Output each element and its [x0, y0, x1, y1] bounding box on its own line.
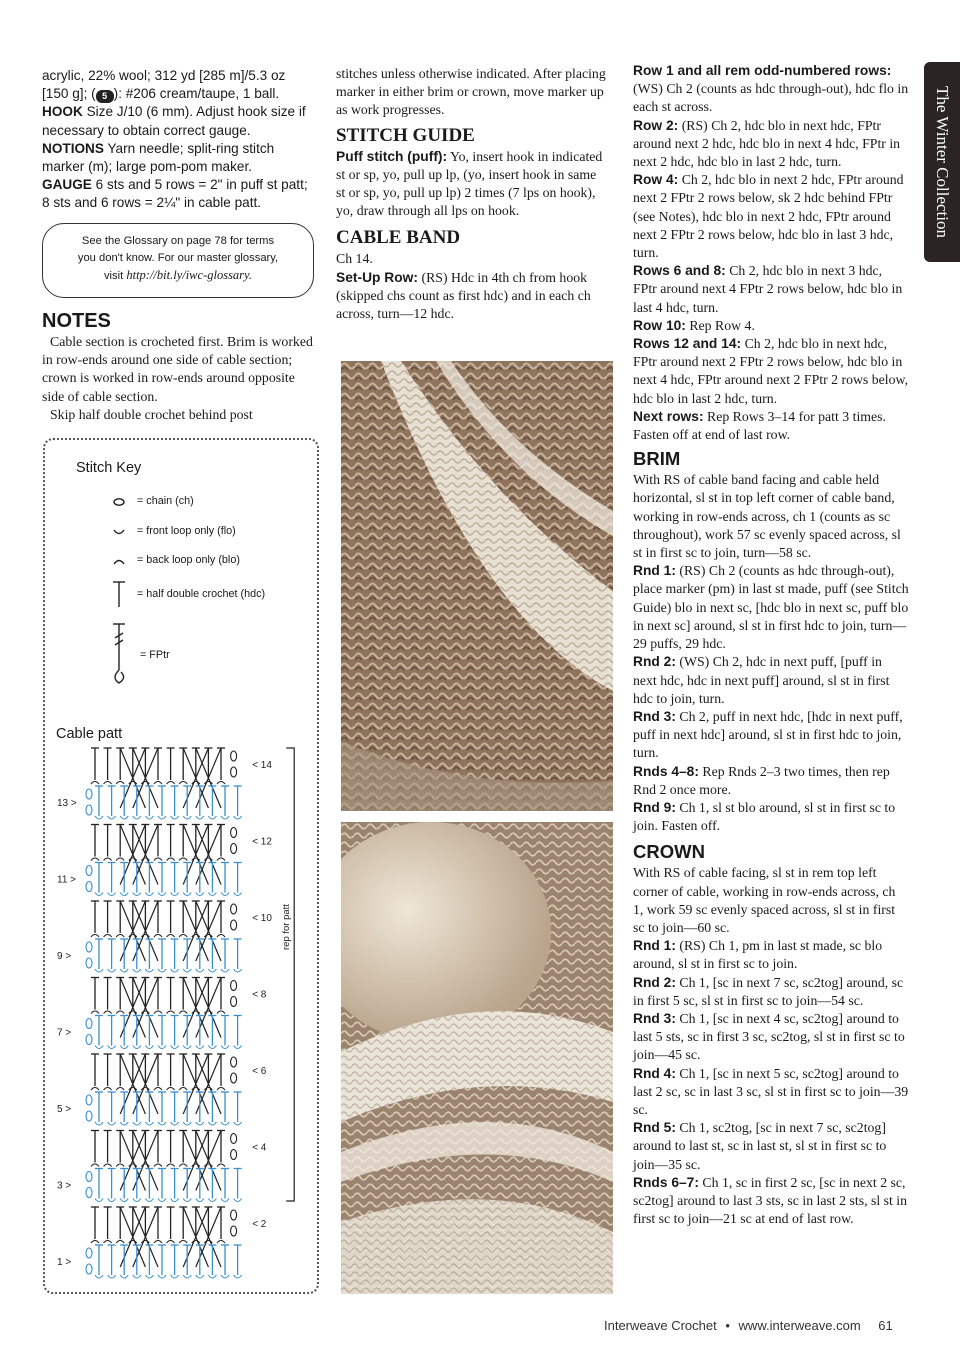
- blo-mark: [91, 1011, 99, 1014]
- blo-mark: [179, 935, 187, 938]
- blo-mark: [167, 858, 175, 861]
- instruction-row: Row 2: (RS) Ch 2, hdc blo in next hdc, FPtr around next 2 hdc, hdc blo in next 4 hdc, FPtr in next 2 hdc, hdc blo in last 2 hdc, turn.: [633, 117, 901, 170]
- blo-mark: [179, 1011, 187, 1014]
- key-flo: = front loop only (flo): [137, 525, 236, 537]
- cable-band-heading: CABLE BAND: [336, 227, 461, 249]
- flo-mark: [234, 1046, 242, 1049]
- flo-mark: [95, 1275, 103, 1278]
- chain-mark: [86, 942, 92, 952]
- blo-mark: [217, 1241, 225, 1244]
- setup-row: Set-Up Row: (RS) Hdc in 4th ch from hook (skipped chs count as first hdc) and in each ch across, turn—12 hdc.: [336, 269, 591, 322]
- blo-mark: [116, 858, 124, 861]
- row-label-left: 3 >: [57, 1180, 72, 1192]
- flo-mark: [145, 816, 153, 819]
- row-label-left: 9 >: [57, 951, 72, 962]
- flo-mark: [234, 816, 242, 819]
- flo-mark: [158, 1046, 166, 1049]
- blo-mark: [104, 858, 112, 861]
- flo-mark: [221, 1046, 229, 1049]
- instruction-row: Rnd 3: Ch 1, [sc in next 4 sc, sc2tog] around to last 5 sts, sc in first 3 sc, sc2tog, sl st in first sc to join—45 sc.: [633, 1010, 905, 1063]
- flo-mark: [208, 1122, 216, 1125]
- blo-mark: [154, 1088, 162, 1091]
- row-label-left: 1 >: [57, 1257, 72, 1268]
- key-hdc: = half double crochet (hdc): [137, 588, 266, 600]
- row-label-left: 5 >: [57, 1104, 72, 1115]
- chain-mark: [231, 767, 237, 777]
- chain-mark: [231, 1073, 237, 1083]
- blo-mark: [91, 1088, 99, 1091]
- flo-mark: [183, 816, 191, 819]
- repeat-bracket: [286, 748, 294, 1201]
- key-fptr: = FPtr: [140, 649, 170, 661]
- flo-mark: [120, 1199, 128, 1202]
- flo-mark: [120, 1275, 128, 1278]
- blo-mark: [217, 935, 225, 938]
- flo-mark: [234, 893, 242, 896]
- blo-mark: [179, 782, 187, 785]
- flo-mark: [208, 969, 216, 972]
- chain-mark: [86, 866, 92, 876]
- notes-p2: Skip half double crochet behind post: [50, 406, 253, 422]
- flo-mark: [133, 1199, 141, 1202]
- flo-mark: [208, 1199, 216, 1202]
- blo-mark: [104, 782, 112, 785]
- row-label-right: < 14: [252, 760, 272, 771]
- flo-mark: [120, 1122, 128, 1125]
- row-label-left: 13 >: [57, 798, 77, 809]
- chain-mark: [86, 1172, 92, 1182]
- flo-mark: [234, 1199, 242, 1202]
- flo-mark: [158, 816, 166, 819]
- flo-mark: [120, 816, 128, 819]
- flo-mark: [171, 1122, 179, 1125]
- blo-mark: [154, 782, 162, 785]
- flo-mark: [108, 1046, 116, 1049]
- flo-symbol-icon: [114, 530, 124, 534]
- chain-mark: [231, 1057, 237, 1067]
- flo-mark: [145, 1122, 153, 1125]
- flo-mark: [95, 816, 103, 819]
- ch14-line: Ch 14.: [336, 251, 373, 267]
- stitch-key-title: Stitch Key: [76, 460, 142, 476]
- flo-mark: [208, 893, 216, 896]
- chain-symbol-icon: [114, 499, 124, 505]
- footer-url[interactable]: www.interweave.com: [738, 1318, 861, 1333]
- key-chain: = chain (ch): [137, 495, 194, 507]
- chain-mark: [86, 958, 92, 968]
- blo-mark: [167, 1164, 175, 1167]
- rep-for-patt-label: rep for patt: [281, 904, 292, 950]
- flo-mark: [95, 1199, 103, 1202]
- blo-mark: [217, 858, 225, 861]
- flo-mark: [196, 1199, 204, 1202]
- instruction-row: Rnd 2: (WS) Ch 2, hdc in next puff, [puff in next hdc, hdc in next puff] around, sl st in first hdc to join, turn.: [633, 654, 890, 706]
- chain-mark: [231, 997, 237, 1007]
- row-label-left: 7 >: [57, 1027, 72, 1039]
- instruction-row: Rnd 1: (RS) Ch 1, pm in last st made, sc blo around, sl st in first sc to join.: [633, 938, 883, 972]
- cable-rows-list: [633, 62, 909, 444]
- chain-mark: [86, 805, 92, 815]
- flo-mark: [145, 969, 153, 972]
- materials-text: acrylic, 22% wool; 312 yd [285 m]/5.3 oz [150 g]; ( 5 ): #206 cream/taupe, 1 ball.: [42, 68, 286, 102]
- instruction-row: Rnd 9: Ch 1, sl st blo around, sl st in first sc to join. Fasten off.: [633, 799, 896, 834]
- flo-mark: [108, 893, 116, 896]
- hdc-symbol-icon: [113, 582, 125, 607]
- blo-mark: [104, 1088, 112, 1091]
- blo-mark: [154, 1011, 162, 1014]
- flo-mark: [95, 1046, 103, 1049]
- blo-mark: [217, 1088, 225, 1091]
- flo-mark: [171, 1046, 179, 1049]
- blo-mark: [154, 935, 162, 938]
- page-number: 61: [878, 1318, 893, 1333]
- flo-mark: [120, 893, 128, 896]
- blo-mark: [104, 935, 112, 938]
- flo-mark: [108, 969, 116, 972]
- instruction-row: Row 1 and all rem odd-numbered rows: (WS) Ch 2 (counts as hdc through-out), hdc flo in each st across.: [633, 63, 909, 115]
- brim-heading: BRIM: [633, 448, 681, 470]
- puff-stitch: Puff stitch (puff): Yo, insert hook in indicated st or sp, yo, pull up lp, (yo, insert hook in same st or sp, yo, pull up lp) 2 times (7 lps on hook), yo, draw through all lps on hook.: [336, 148, 603, 219]
- blo-mark: [217, 782, 225, 785]
- notions-line: NOTIONS Yarn needle; split-ring stitch marker (m); large pom-pom maker.: [42, 140, 275, 175]
- flo-mark: [234, 969, 242, 972]
- section-tab: The Winter Collection: [924, 62, 960, 262]
- flo-mark: [133, 1122, 141, 1125]
- flo-mark: [196, 1046, 204, 1049]
- row-label-right: < 8: [252, 989, 267, 1001]
- flo-mark: [95, 969, 103, 972]
- row-label-left: 11 >: [57, 874, 76, 886]
- chain-mark: [86, 882, 92, 892]
- flo-mark: [221, 1275, 229, 1278]
- crown-intro: With RS of cable facing, sl st in rem top left corner of cable, working in row-ends across, ch 1, work 59 sc evenly spaced across, sl st in first sc to join—60 sc.: [633, 865, 896, 935]
- flo-mark: [145, 1199, 153, 1202]
- chain-mark: [231, 981, 237, 991]
- chain-mark: [86, 789, 92, 799]
- flo-mark: [196, 1275, 204, 1278]
- flo-mark: [133, 969, 141, 972]
- flo-mark: [145, 1275, 153, 1278]
- chain-mark: [231, 1134, 237, 1144]
- flo-mark: [108, 816, 116, 819]
- flo-mark: [158, 1122, 166, 1125]
- crown-rows-list: [633, 937, 909, 1228]
- cable-chart-title: Cable patt: [56, 726, 123, 742]
- blo-mark: [217, 1164, 225, 1167]
- flo-mark: [208, 1275, 216, 1278]
- brim-intro: With RS of cable band facing and cable held horizontal, sl st in top left corner of cable band, working in row-ends across, ch 1 (counts as sc throughout), work 57 sc evenly spaced across, sl st in first sc to join, turn—58 sc.: [633, 472, 901, 561]
- flo-mark: [234, 1275, 242, 1278]
- blo-mark: [116, 782, 124, 785]
- flo-mark: [221, 1199, 229, 1202]
- blo-mark: [116, 1164, 124, 1167]
- flo-mark: [196, 969, 204, 972]
- flo-mark: [158, 1199, 166, 1202]
- blo-mark: [91, 858, 99, 861]
- blo-mark: [179, 1164, 187, 1167]
- key-blo: = back loop only (blo): [137, 554, 240, 566]
- instruction-row: Rnd 2: Ch 1, [sc in next 7 sc, sc2tog] around, sc in first 5 sc, sl st in first sc to join—54 sc.: [633, 974, 904, 1008]
- column-2: [336, 65, 608, 323]
- fptr-symbol-icon: [113, 624, 125, 683]
- stitch-guide-heading: STITCH GUIDE: [336, 124, 475, 146]
- flo-mark: [221, 1122, 229, 1125]
- flo-mark: [95, 1122, 103, 1125]
- yarn-weight-icon: 5: [96, 90, 114, 103]
- crown-heading: CROWN: [633, 841, 705, 863]
- instruction-row: Rnd 4: Ch 1, [sc in next 5 sc, sc2tog] around to last 2 sc, sc in last 3 sc, sl st in first sc to join—39 sc.: [633, 1065, 909, 1117]
- chain-mark: [86, 1035, 92, 1045]
- chain-mark: [231, 1226, 237, 1236]
- blo-symbol-icon: [114, 561, 124, 565]
- stitch-key-box: [43, 438, 319, 1294]
- instruction-row: Rnds 4–8: Rep Rnds 2–3 two times, then rep Rnd 2 once more.: [633, 763, 890, 797]
- row-label-right: < 2: [252, 1219, 267, 1230]
- blo-mark: [91, 1164, 99, 1167]
- flo-mark: [133, 1046, 141, 1049]
- instruction-row: Rnds 6–7: Ch 1, sc in first 2 sc, [sc in next 2 sc, sc2tog] around to last 3 sts, sc in last 2 sts, sl st in first sc to join—21 sc at end of last row.: [633, 1174, 908, 1227]
- flo-mark: [108, 1275, 116, 1278]
- chain-mark: [231, 844, 237, 854]
- blo-mark: [167, 1241, 175, 1244]
- flo-mark: [145, 1046, 153, 1049]
- flo-mark: [196, 1122, 204, 1125]
- chain-mark: [86, 1111, 92, 1121]
- flo-mark: [108, 1199, 116, 1202]
- flo-mark: [234, 1122, 242, 1125]
- flo-mark: [171, 969, 179, 972]
- flo-mark: [221, 816, 229, 819]
- instruction-row: Next rows: Rep Rows 3–14 for patt 3 times. Fasten off at end of last row.: [633, 408, 886, 443]
- instruction-row: Rnd 3: Ch 2, puff in next hdc, [hdc in next puff, puff in next hdc] around, sl st in first hdc to join, turn.: [633, 708, 903, 761]
- flo-mark: [133, 816, 141, 819]
- blo-mark: [179, 1088, 187, 1091]
- blo-mark: [116, 1241, 124, 1244]
- flo-mark: [183, 893, 191, 896]
- chain-mark: [86, 1248, 92, 1258]
- blo-mark: [167, 935, 175, 938]
- blo-mark: [116, 935, 124, 938]
- blo-mark: [167, 782, 175, 785]
- flo-mark: [196, 893, 204, 896]
- flo-mark: [158, 893, 166, 896]
- chain-mark: [231, 828, 237, 838]
- blo-mark: [104, 1241, 112, 1244]
- blo-mark: [154, 858, 162, 861]
- notes-section: [42, 306, 317, 424]
- blo-mark: [91, 782, 99, 785]
- flo-mark: [171, 1199, 179, 1202]
- flo-mark: [133, 1275, 141, 1278]
- blo-mark: [116, 1088, 124, 1091]
- notes-heading: NOTES: [42, 310, 111, 332]
- column-3: [633, 62, 909, 1228]
- chain-mark: [231, 751, 237, 761]
- footer-magazine: Interweave Crochet: [604, 1318, 717, 1333]
- flo-mark: [145, 893, 153, 896]
- glossary-link[interactable]: http://bit.ly/iwc-glossary.: [126, 268, 253, 282]
- blo-mark: [154, 1241, 162, 1244]
- blo-mark: [167, 1011, 175, 1014]
- col2-intro: stitches unless otherwise indicated. After placing marker in either brim or crown, move marker up as work progresses.: [336, 66, 606, 118]
- flo-mark: [171, 1275, 179, 1278]
- hat-photo-bottom: [341, 822, 613, 1294]
- flo-mark: [171, 816, 179, 819]
- flo-mark: [158, 969, 166, 972]
- flo-mark: [183, 1046, 191, 1049]
- instruction-row: Row 10: Rep Row 4.: [633, 317, 755, 333]
- flo-mark: [171, 893, 179, 896]
- row-label-right: < 12: [252, 836, 272, 848]
- blo-mark: [154, 1164, 162, 1167]
- blo-mark: [179, 1241, 187, 1244]
- glossary-box: See the Glossary on page 78 for terms you don't know. For our master glossary, visit http://bit.ly/iwc-glossary.: [42, 223, 314, 298]
- row-label-right: < 10: [252, 913, 272, 924]
- flo-mark: [183, 1122, 191, 1125]
- instruction-row: Rows 12 and 14: Ch 2, hdc blo in next hdc, FPtr around next 2 FPtr 2 rows below, hdc blo in next 4 hdc, FPtr around next 2 FPtr 2 rows below, hdc blo in last 2 hdc, turn.: [633, 336, 909, 406]
- flo-mark: [208, 816, 216, 819]
- gauge-line: GAUGE 6 sts and 5 rows = 2" in puff st patt; 8 sts and 6 rows = 2¼" in cable patt.: [42, 177, 308, 211]
- chain-mark: [86, 1188, 92, 1198]
- instruction-row: Rnd 5: Ch 1, sc2tog, [sc in next 7 sc, sc2tog] around to last st, sc in last st, sl st in first sc to join—35 sc.: [633, 1120, 887, 1172]
- flo-mark: [183, 1275, 191, 1278]
- flo-mark: [158, 1275, 166, 1278]
- blo-mark: [116, 1011, 124, 1014]
- chain-mark: [86, 1264, 92, 1274]
- blo-mark: [91, 935, 99, 938]
- page-footer: Interweave Crochet • www.interweave.com 61: [604, 1318, 893, 1333]
- blo-mark: [179, 858, 187, 861]
- blo-mark: [91, 1241, 99, 1244]
- flo-mark: [133, 893, 141, 896]
- flo-mark: [95, 893, 103, 896]
- flo-mark: [221, 969, 229, 972]
- flo-mark: [108, 1122, 116, 1125]
- instruction-row: Rnd 1: (RS) Ch 2 (counts as hdc through-out), place marker (pm) in last st made, puff (see Stitch Guide) blo in next sc, [hdc blo in next sc, puff blo in next sc] around, sl st in first hdc to join, turn—29 puffs, 29 hdc.: [633, 563, 909, 652]
- flo-mark: [120, 969, 128, 972]
- flo-mark: [183, 1199, 191, 1202]
- chain-mark: [86, 1095, 92, 1105]
- flo-mark: [120, 1046, 128, 1049]
- blo-mark: [167, 1088, 175, 1091]
- chain-mark: [231, 1150, 237, 1160]
- hat-photo-top: [341, 361, 613, 811]
- blo-mark: [217, 1011, 225, 1014]
- cable-chart: [53, 740, 315, 1285]
- flo-mark: [183, 969, 191, 972]
- notes-p1: Cable section is crocheted first. Brim is worked in row-ends around one side of cable section; crown is worked in row-ends around opposite side of cable section.: [42, 334, 313, 404]
- flo-mark: [196, 816, 204, 819]
- chain-mark: [231, 920, 237, 930]
- row-label-right: < 4: [252, 1142, 267, 1154]
- flo-mark: [208, 1046, 216, 1049]
- hook-line: HOOK Size J/10 (6 mm). Adjust hook size if necessary to obtain correct gauge.: [42, 104, 306, 138]
- chain-mark: [86, 1019, 92, 1029]
- instruction-row: Row 4: Ch 2, hdc blo in next 2 hdc, FPtr around next 2 FPtr 2 rows below, sk 2 hdc behind FPtr (see Notes), hdc blo in next 2 hdc, FPtr around next 2 FPtr 2 rows below, hdc blo in last 3 hdc, turn.: [633, 172, 904, 261]
- instruction-row: Rows 6 and 8: Ch 2, hdc blo in next 3 hdc, FPtr around next 4 FPtr 2 rows below, hdc blo in last 4 hdc, turn.: [633, 263, 903, 315]
- blo-mark: [104, 1011, 112, 1014]
- row-label-right: < 6: [252, 1066, 267, 1077]
- flo-mark: [221, 893, 229, 896]
- chain-mark: [231, 1210, 237, 1220]
- chain-mark: [231, 904, 237, 914]
- materials-block: [42, 67, 314, 213]
- brim-rows-list: [633, 562, 909, 835]
- blo-mark: [104, 1164, 112, 1167]
